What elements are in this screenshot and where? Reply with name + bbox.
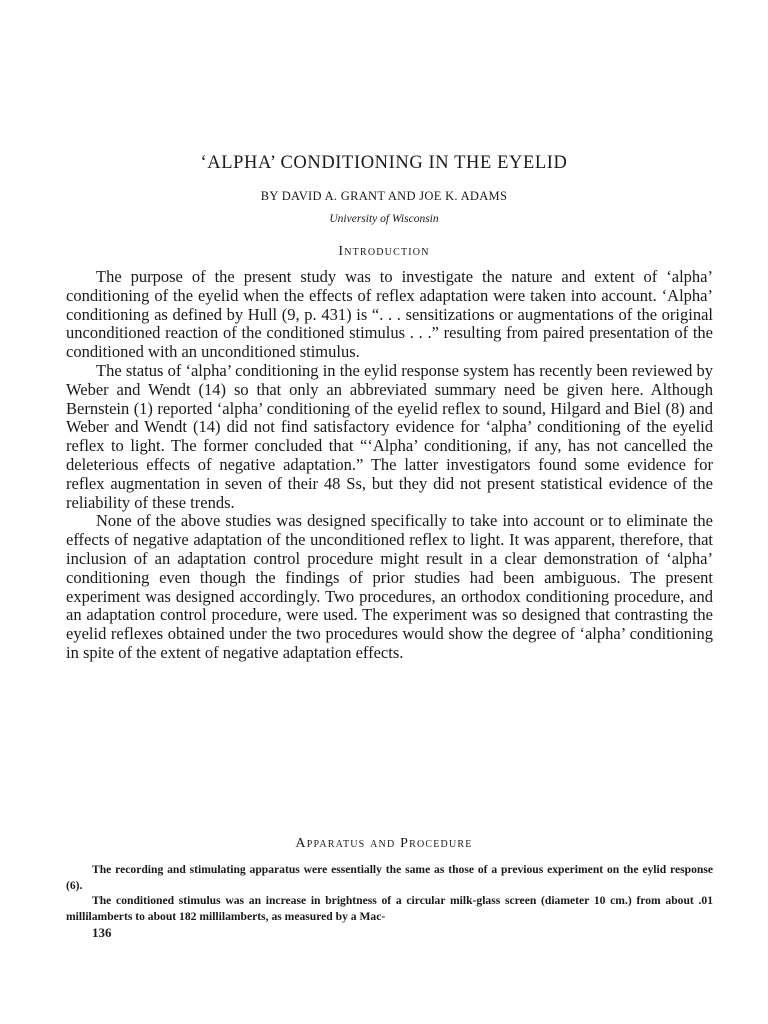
apparatus-paragraph: The conditioned stimulus was an increase in brightness of a circular milk-glass screen (diameter 10 cm.) from about .01 millilamberts to about 182 millilamberts, as measured by a Mac-: [66, 894, 713, 923]
article-title: ‘ALPHA’ CONDITIONING IN THE EYELID: [200, 153, 568, 173]
author-affiliation: University of Wisconsin: [329, 213, 439, 225]
apparatus-heading: Apparatus and Procedure: [295, 836, 473, 851]
apparatus-paragraph: The recording and stimulating apparatus were essentially the same as those of a previous experiment on the eylid response (6).: [66, 863, 713, 892]
introduction-heading: Introduction: [338, 244, 430, 259]
introduction-paragraph: None of the above studies was designed specifically to take into account or to eliminate the effects of negative adaptation of the unconditioned reflex to light. It was apparent, therefore, that inclusion of an adaptation control procedure might result in a clear demonstration of ‘alpha’ conditioning even though the findings of prior studies had been ambiguous. The present experiment was designed accordingly. Two procedures, an orthodox conditioning procedure, and an adaptation control procedure, were used. The experiment was so designed that contrasting the eyelid reflexes obtained under the two procedures would show the degree of ‘alpha’ conditioning in spite of the extent of negative adaptation effects.: [66, 511, 713, 662]
article-authors: BY DAVID A. GRANT AND JOE K. ADAMS: [260, 189, 508, 203]
introduction-body: [66, 268, 713, 663]
page-number: 136: [92, 925, 112, 940]
introduction-paragraph: The status of ‘alpha’ conditioning in the eylid response system has recently been reviewed by Weber and Wendt (14) so that only an abbreviated summary need be given here. Although Bernstein (1) reported ‘alpha’ conditioning of the eyelid reflex to sound, Hilgard and Biel (8) and Weber and Wendt (14) did not find satisfactory evidence for ‘alpha’ conditioning of the eyelid reflex to light. The former concluded that “‘Alpha’ conditioning, if any, has not cancelled the deleterious effects of negative adaptation.” The latter investigators found some evidence for reflex augmentation in seven of their 48 Ss, but they did not present statistical evidence of the reliability of these trends.: [66, 360, 713, 512]
introduction-paragraph: The purpose of the present study was to investigate the nature and extent of ‘alpha’ conditioning of the eyelid when the effects of reflex adaptation were taken into account. ‘Alpha’ conditioning as defined by Hull (9, p. 431) is “. . . sensitizations or augmentations of the original unconditioned reaction of the conditioned stimulus . . .” resulting from paired presentation of the conditioned with an unconditioned stimulus.: [66, 267, 713, 362]
apparatus-body: [66, 862, 713, 924]
